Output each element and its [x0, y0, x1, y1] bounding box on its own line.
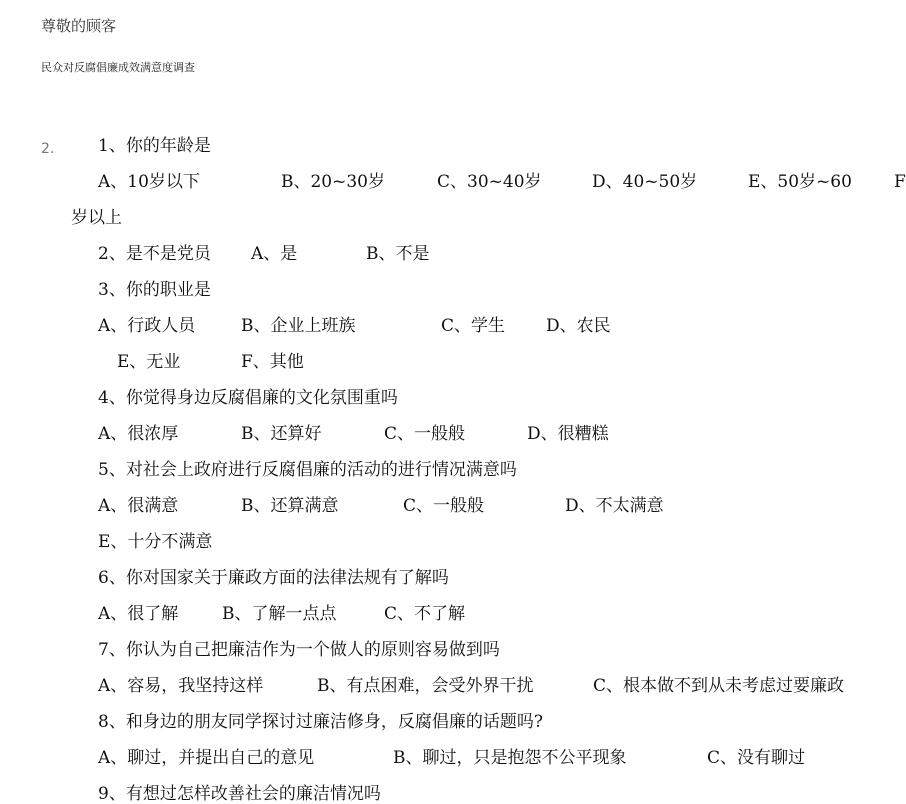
option: D、不太满意	[565, 496, 664, 516]
option: B、还算好	[241, 424, 322, 444]
greeting-title: 尊敬的顾客	[41, 17, 117, 35]
question-3-options	[98, 316, 698, 336]
question-5: 5、对社会上政府进行反腐倡廉的活动的进行情况满意吗	[98, 460, 517, 480]
question-4-options	[98, 424, 698, 444]
question-2-text: 2、是不是党员	[98, 244, 211, 264]
option: F、其他	[241, 352, 304, 372]
option: D、40~50岁	[592, 172, 698, 192]
option: B、还算满意	[241, 496, 339, 516]
option: B、聊过，只是抱怨不公平现象	[393, 748, 627, 768]
option: C、学生	[441, 316, 506, 336]
option: B、了解一点点	[222, 604, 337, 624]
option: C、根本做不到从未考虑过要廉政	[593, 676, 845, 696]
option: A、容易，我坚持这样	[98, 676, 264, 696]
question-1: 1、你的年龄是	[98, 136, 211, 156]
option: A、聊过，并提出自己的意见	[98, 748, 315, 768]
option: D、农民	[546, 316, 611, 336]
question-3-options-row2	[117, 352, 417, 372]
option: C、不了解	[384, 604, 466, 624]
question-7: 7、你认为自己把廉洁作为一个做人的原则容易做到吗	[98, 640, 500, 660]
option: F	[894, 172, 906, 192]
question-5-options	[98, 496, 748, 516]
option: B、20~30岁	[281, 172, 386, 192]
question-8-options	[98, 748, 858, 768]
question-6: 6、你对国家关于廉政方面的法律法规有了解吗	[98, 568, 449, 588]
question-1-continuation: 岁以上	[71, 208, 122, 228]
option: A、很满意	[98, 496, 179, 516]
survey-subtitle: 民众对反腐倡廉成效满意度调查	[41, 61, 195, 74]
option: A、是	[251, 244, 298, 264]
option: C、30~40岁	[437, 172, 542, 192]
question-6-options	[98, 604, 598, 624]
question-1-options	[98, 172, 906, 192]
option: A、很了解	[98, 604, 179, 624]
option: C、一般般	[403, 496, 485, 516]
option: D、很糟糕	[527, 424, 609, 444]
question-2	[98, 244, 598, 264]
option: E、无业	[117, 352, 181, 372]
list-number: 2.	[41, 141, 55, 157]
option: B、不是	[366, 244, 430, 264]
option: B、有点困难，会受外界干扰	[317, 676, 534, 696]
option: C、没有聊过	[707, 748, 806, 768]
option: A、很浓厚	[98, 424, 179, 444]
question-9: 9、有想过怎样改善社会的廉洁情况吗	[98, 784, 381, 804]
option: E、50岁~60	[748, 172, 852, 192]
question-7-options	[98, 676, 888, 696]
question-4: 4、你觉得身边反腐倡廉的文化氛围重吗	[98, 388, 398, 408]
question-3: 3、你的职业是	[98, 280, 211, 300]
option: C、一般般	[384, 424, 466, 444]
question-5-options-row2: E、十分不满意	[98, 532, 213, 552]
question-8: 8、和身边的朋友同学探讨过廉洁修身，反腐倡廉的话题吗?	[98, 712, 543, 732]
option: A、10岁以下	[98, 172, 200, 192]
option: A、行政人员	[98, 316, 196, 336]
option: B、企业上班族	[241, 316, 356, 336]
